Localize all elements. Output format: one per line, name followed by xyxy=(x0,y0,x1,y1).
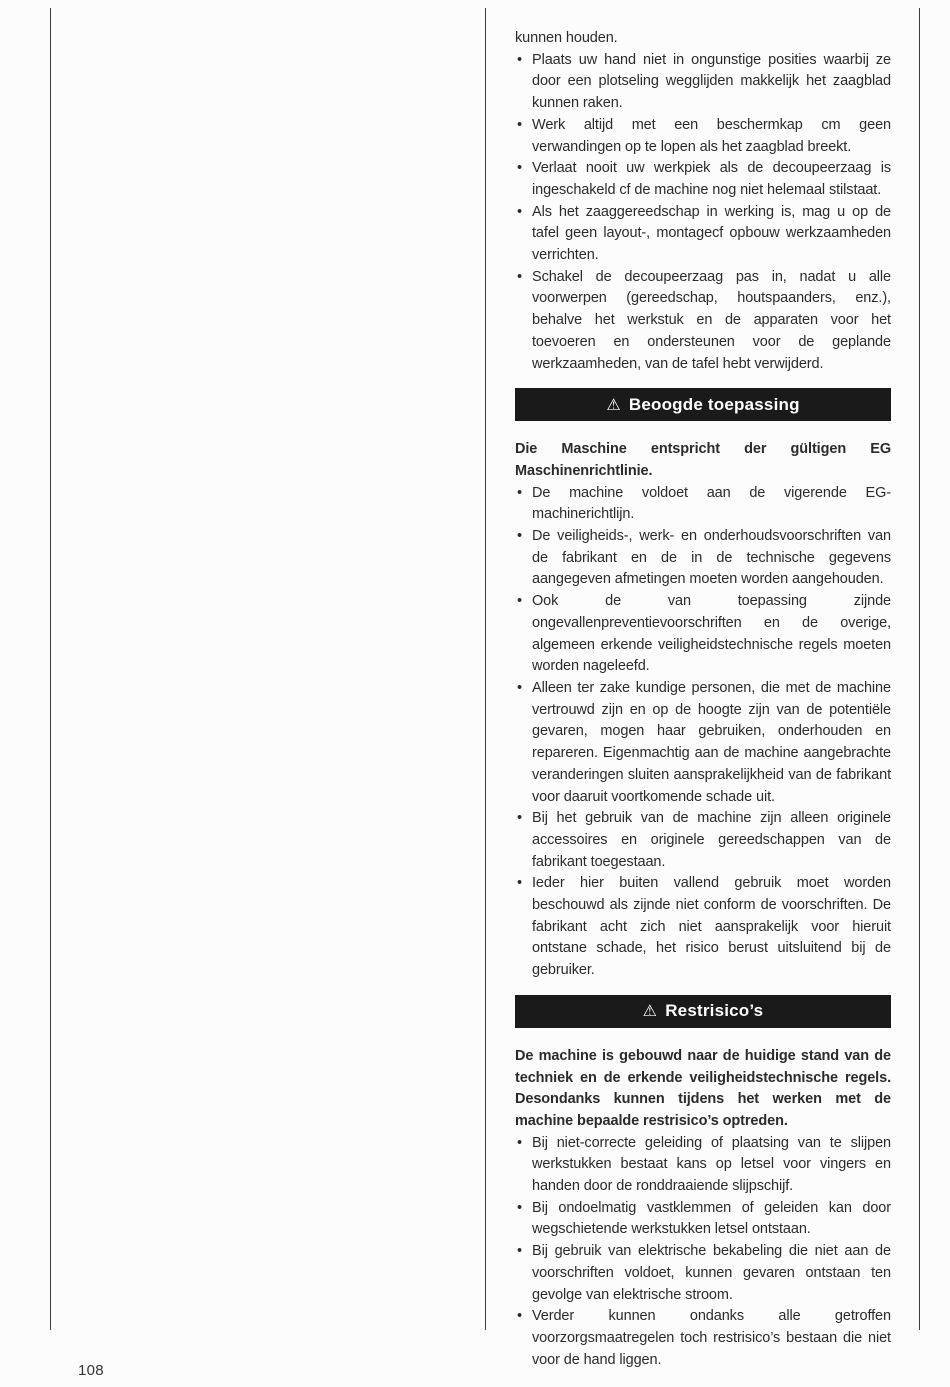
list-item: • Werk altijd met een beschermkap cm geen verwandingen op te lopen als het zaagblad breekt. xyxy=(515,115,891,158)
safety-instructions-list xyxy=(515,50,891,376)
list-item: • Bij gebruik van elektrische bekabeling die niet aan de voorschriften voldoet, kunnen gevaren ontstaan ten gevolge van elektrische stroom. xyxy=(515,1241,891,1306)
right-margin-rule xyxy=(919,8,920,1330)
section-title: Beoogde toepassing xyxy=(628,394,800,414)
list-item: • Bij niet-correcte geleiding of plaatsing van te slijpen werkstukken bestaat kans op letsel voor vingers en handen door de ronddraaiende slijpschijf. xyxy=(515,1133,891,1198)
list-item: • Verlaat nooit uw werkpiek als de decoupeerzaag is ingeschakeld cf de machine nog niet helemaal stilstaat. xyxy=(515,158,891,201)
list-item: • De machine voldoet aan de vigerende EG-machinerichtlijn. xyxy=(515,483,891,526)
section-header-beoogde-toepassing xyxy=(515,388,891,421)
list-item: • Bij ondoelmatig vastklemmen of geleiden kan door wegschietende werkstukken letsel ontstaan. xyxy=(515,1198,891,1241)
list-item: • Plaats uw hand niet in ongunstige posities waarbij ze door een plotseling wegglijden makkelijk het zaagblad kunnen raken. xyxy=(515,50,891,115)
warning-triangle-icon: ⚠ xyxy=(642,1001,658,1021)
section-title: Restrisico’s xyxy=(665,1001,764,1021)
page-number: 108 xyxy=(78,1362,104,1379)
list-item: • Ieder hier buiten vallend gebruik moet worden beschouwd als zijnde niet conform de voorschriften. De fabrikant acht zich niet aansprakelijk voor hieruit ontstane schade, het risico berust uitsluitend bij de gebruiker. xyxy=(515,873,891,982)
list-item: • Schakel de decoupeerzaag pas in, nadat u alle voorwerpen (gereedschap, houtspaanders, enz.), behalve het werkstuk en de apparaten voor het toevoeren en ondersteunen voor de geplande werkzaamheden, van de tafel hebt verwijderd. xyxy=(515,267,891,376)
section-header-restrisicos xyxy=(515,995,891,1028)
list-item: • De veiligheids-, werk- en onderhoudsvoorschriften van de fabrikant en de in de technische gegevens aangegeven afmetingen moeten worden aangehouden. xyxy=(515,526,891,591)
paragraph-continuation: kunnen houden. xyxy=(515,30,618,46)
left-margin-rule xyxy=(50,8,51,1330)
list-item: • Verder kunnen ondanks alle getroffen voorzorgsmaatregelen toch restrisico’s bestaan die niet voor de hand liggen. xyxy=(515,1306,891,1371)
intended-use-list xyxy=(515,483,891,982)
list-item: • Bij het gebruik van de machine zijn alleen originele accessoires en originele gereedschappen van de fabrikant toegestaan. xyxy=(515,808,891,873)
list-item: • Ook de van toepassing zijnde ongevallenpreventievoorschriften en de overige, algemeen erkende veiligheidstechnische regels moeten worden nageleefd. xyxy=(515,591,891,678)
list-item: • Alleen ter zake kundige personen, die met de machine vertrouwd zijn en op de hoogte zijn van de potentiële gevaren, mogen haar gebruiken, onderhouden en repareren. Eigenmachtig aan de machine aangebrachte veranderingen sluiten aansprakelijkheid van de fabrikant voor daaruit voortkomende schade uit. xyxy=(515,678,891,808)
text-column xyxy=(515,28,891,1371)
list-item: • Als het zaaggereedschap in werking is, mag u op de tafel geen layout-, montagecf opbouw werkzaamheden verrichten. xyxy=(515,202,891,267)
column-divider-rule xyxy=(485,8,486,1330)
section-lead: De machine is gebouwd naar de huidige stand van de techniek en de erkende veiligheidstechnische regels. Desondanks kunnen tijdens het werken met de machine bepaalde restrisico’s optreden. xyxy=(515,1047,891,1129)
section-lead: Die Maschine entspricht der gültigen EG Maschinenrichtlinie. xyxy=(515,441,891,479)
residual-risks-list xyxy=(515,1133,891,1372)
warning-triangle-icon: ⚠ xyxy=(606,394,621,414)
